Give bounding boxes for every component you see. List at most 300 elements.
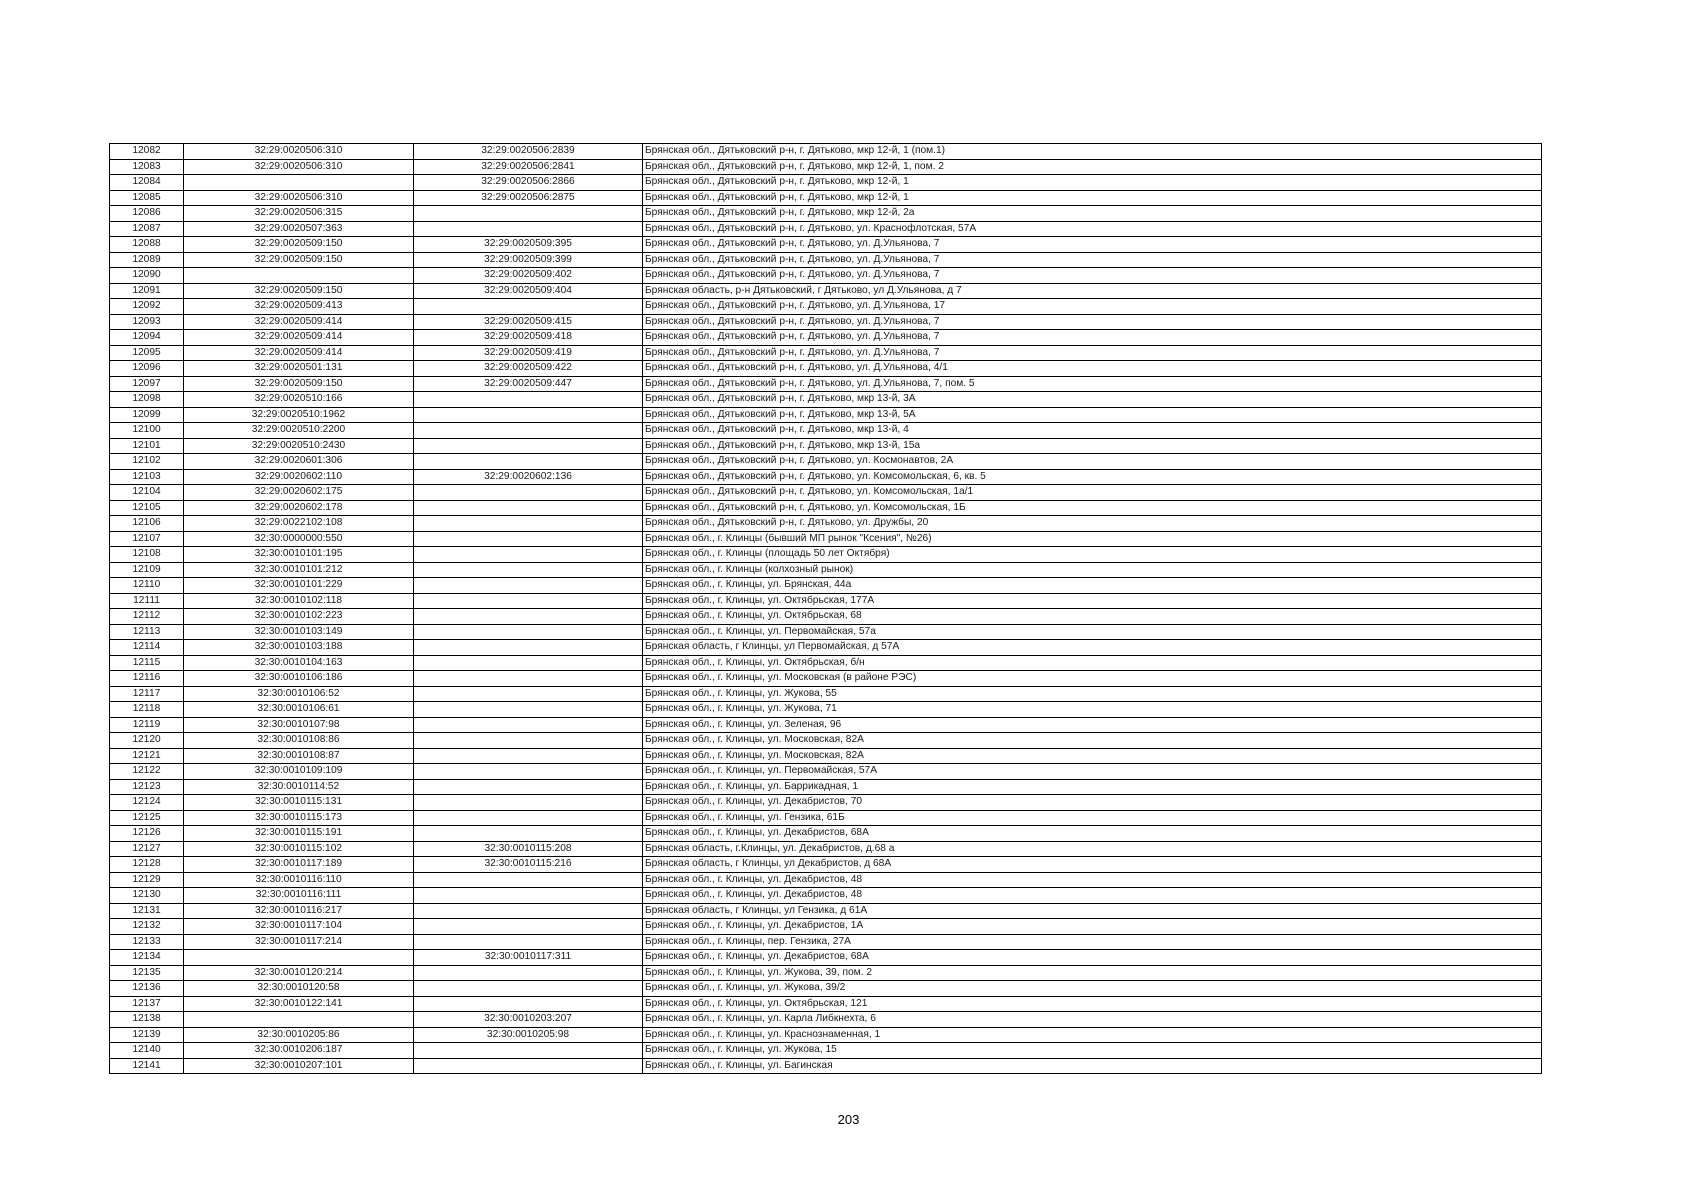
address-cell: Брянская обл., г. Клинцы, ул. Жукова, 39, пом. 2	[643, 965, 1542, 981]
table-row	[110, 190, 1542, 206]
object-cadastral-cell	[414, 1058, 643, 1074]
address-cell: Брянская обл., Дятьковский р-н, г. Дятьково, ул. Космонавтов, 2А	[643, 454, 1542, 470]
address-cell: Брянская обл., Дятьковский р-н, г. Дятьково, мкр 12-й, 2а	[643, 206, 1542, 222]
object-cadastral-cell: 32:30:0010117:311	[414, 950, 643, 966]
object-cadastral-cell	[414, 717, 643, 733]
object-cadastral-cell: 32:29:0020509:399	[414, 252, 643, 268]
address-cell: Брянская обл., Дятьковский р-н, г. Дятьково, мкр 13-й, 4	[643, 423, 1542, 439]
row-number-cell: 12131	[110, 903, 184, 919]
parcel-cadastral-cell: 32:30:0010116:110	[184, 872, 414, 888]
registry-table	[109, 143, 1542, 1074]
address-cell: Брянская обл., г. Клинцы, ул. Декабристов, 70	[643, 795, 1542, 811]
table-row	[110, 314, 1542, 330]
table-row	[110, 686, 1542, 702]
parcel-cadastral-cell: 32:30:0010122:141	[184, 996, 414, 1012]
row-number-cell: 12114	[110, 640, 184, 656]
address-cell: Брянская обл., г. Клинцы, ул. Жукова, 55	[643, 686, 1542, 702]
parcel-cadastral-cell: 32:29:0020510:166	[184, 392, 414, 408]
address-cell: Брянская обл., Дятьковский р-н, г. Дятьково, мкр 13-й, 5А	[643, 407, 1542, 423]
table-row	[110, 407, 1542, 423]
object-cadastral-cell	[414, 624, 643, 640]
row-number-cell: 12095	[110, 345, 184, 361]
address-cell: Брянская обл., г. Клинцы, ул. Первомайская, 57А	[643, 764, 1542, 780]
row-number-cell: 12111	[110, 593, 184, 609]
parcel-cadastral-cell: 32:29:0020509:413	[184, 299, 414, 315]
parcel-cadastral-cell: 32:30:0010106:61	[184, 702, 414, 718]
row-number-cell: 12098	[110, 392, 184, 408]
address-cell: Брянская обл., г. Клинцы, ул. Декабристов, 1А	[643, 919, 1542, 935]
parcel-cadastral-cell: 32:30:0010207:101	[184, 1058, 414, 1074]
object-cadastral-cell: 32:29:0020506:2866	[414, 175, 643, 191]
parcel-cadastral-cell: 32:30:0010106:52	[184, 686, 414, 702]
parcel-cadastral-cell: 32:29:0020506:310	[184, 190, 414, 206]
table-row	[110, 531, 1542, 547]
address-cell: Брянская область, г Клинцы, ул Первомайская, д 57А	[643, 640, 1542, 656]
address-cell: Брянская обл., Дятьковский р-н, г. Дятьково, мкр 13-й, 15а	[643, 438, 1542, 454]
row-number-cell: 12132	[110, 919, 184, 935]
table-row	[110, 609, 1542, 625]
table-row	[110, 392, 1542, 408]
row-number-cell: 12128	[110, 857, 184, 873]
row-number-cell: 12141	[110, 1058, 184, 1074]
object-cadastral-cell	[414, 547, 643, 563]
parcel-cadastral-cell: 32:29:0020509:414	[184, 330, 414, 346]
row-number-cell: 12096	[110, 361, 184, 377]
address-cell: Брянская обл., г. Клинцы (площадь 50 лет Октября)	[643, 547, 1542, 563]
object-cadastral-cell	[414, 485, 643, 501]
parcel-cadastral-cell: 32:30:0010117:104	[184, 919, 414, 935]
address-cell: Брянская обл., Дятьковский р-н, г. Дятьково, ул. Д.Ульянова, 7	[643, 237, 1542, 253]
row-number-cell: 12137	[110, 996, 184, 1012]
row-number-cell: 12140	[110, 1043, 184, 1059]
parcel-cadastral-cell: 32:30:0010107:98	[184, 717, 414, 733]
table-row	[110, 361, 1542, 377]
object-cadastral-cell	[414, 655, 643, 671]
address-cell: Брянская обл., г. Клинцы (колхозный рынок)	[643, 562, 1542, 578]
object-cadastral-cell: 32:29:0020509:447	[414, 376, 643, 392]
row-number-cell: 12105	[110, 500, 184, 516]
address-cell: Брянская обл., Дятьковский р-н, г. Дятьково, мкр 12-й, 1	[643, 190, 1542, 206]
address-cell: Брянская обл., Дятьковский р-н, г. Дятьково, мкр 12-й, 1 (пом.1)	[643, 144, 1542, 160]
parcel-cadastral-cell	[184, 268, 414, 284]
row-number-cell: 12125	[110, 810, 184, 826]
table-row	[110, 764, 1542, 780]
row-number-cell: 12109	[110, 562, 184, 578]
parcel-cadastral-cell: 32:29:0020506:310	[184, 159, 414, 175]
object-cadastral-cell: 32:29:0020506:2839	[414, 144, 643, 160]
row-number-cell: 12082	[110, 144, 184, 160]
row-number-cell: 12108	[110, 547, 184, 563]
parcel-cadastral-cell: 32:29:0022102:108	[184, 516, 414, 532]
table-row	[110, 903, 1542, 919]
row-number-cell: 12119	[110, 717, 184, 733]
object-cadastral-cell	[414, 1043, 643, 1059]
address-cell: Брянская обл., г. Клинцы, ул. Жукова, 71	[643, 702, 1542, 718]
address-cell: Брянская обл., г. Клинцы, ул. Октябрьская, 177А	[643, 593, 1542, 609]
object-cadastral-cell: 32:30:0010115:216	[414, 857, 643, 873]
address-cell: Брянская обл., г. Клинцы, ул. Октябрьская, б/н	[643, 655, 1542, 671]
object-cadastral-cell	[414, 779, 643, 795]
object-cadastral-cell	[414, 872, 643, 888]
address-cell: Брянская обл., г. Клинцы, ул. Брянская, 44а	[643, 578, 1542, 594]
row-number-cell: 12130	[110, 888, 184, 904]
table-row	[110, 500, 1542, 516]
table-row	[110, 438, 1542, 454]
parcel-cadastral-cell: 32:29:0020501:131	[184, 361, 414, 377]
row-number-cell: 12113	[110, 624, 184, 640]
table-row	[110, 872, 1542, 888]
row-number-cell: 12118	[110, 702, 184, 718]
row-number-cell: 12129	[110, 872, 184, 888]
address-cell: Брянская обл., Дятьковский р-н, г. Дятьково, ул. Д.Ульянова, 7	[643, 268, 1542, 284]
row-number-cell: 12133	[110, 934, 184, 950]
address-cell: Брянская обл., Дятьковский р-н, г. Дятьково, ул. Комсомольская, 1Б	[643, 500, 1542, 516]
address-cell: Брянская обл., г. Клинцы, ул. Зеленая, 96	[643, 717, 1542, 733]
object-cadastral-cell	[414, 934, 643, 950]
object-cadastral-cell	[414, 888, 643, 904]
page-number: 203	[837, 1112, 860, 1127]
parcel-cadastral-cell: 32:30:0010104:163	[184, 655, 414, 671]
table-row	[110, 206, 1542, 222]
object-cadastral-cell: 32:29:0020506:2841	[414, 159, 643, 175]
table-row	[110, 578, 1542, 594]
object-cadastral-cell: 32:29:0020509:422	[414, 361, 643, 377]
parcel-cadastral-cell	[184, 1012, 414, 1028]
parcel-cadastral-cell: 32:30:0010205:86	[184, 1027, 414, 1043]
parcel-cadastral-cell: 32:30:0010120:58	[184, 981, 414, 997]
table-row	[110, 934, 1542, 950]
object-cadastral-cell: 32:29:0020509:402	[414, 268, 643, 284]
object-cadastral-cell	[414, 640, 643, 656]
object-cadastral-cell	[414, 500, 643, 516]
object-cadastral-cell	[414, 686, 643, 702]
table-row	[110, 144, 1542, 160]
object-cadastral-cell	[414, 206, 643, 222]
object-cadastral-cell	[414, 996, 643, 1012]
parcel-cadastral-cell: 32:30:0010109:109	[184, 764, 414, 780]
object-cadastral-cell	[414, 981, 643, 997]
address-cell: Брянская обл., г. Клинцы, пер. Гензика, 27А	[643, 934, 1542, 950]
table-row	[110, 1058, 1542, 1074]
parcel-cadastral-cell: 32:30:0000000:550	[184, 531, 414, 547]
table-row	[110, 857, 1542, 873]
object-cadastral-cell	[414, 392, 643, 408]
object-cadastral-cell: 32:29:0020509:404	[414, 283, 643, 299]
row-number-cell: 12127	[110, 841, 184, 857]
table-row	[110, 593, 1542, 609]
parcel-cadastral-cell: 32:30:0010115:102	[184, 841, 414, 857]
table-row	[110, 562, 1542, 578]
row-number-cell: 12084	[110, 175, 184, 191]
parcel-cadastral-cell	[184, 175, 414, 191]
parcel-cadastral-cell: 32:29:0020509:414	[184, 314, 414, 330]
table-row	[110, 888, 1542, 904]
row-number-cell: 12100	[110, 423, 184, 439]
row-number-cell: 12085	[110, 190, 184, 206]
object-cadastral-cell	[414, 810, 643, 826]
row-number-cell: 12104	[110, 485, 184, 501]
object-cadastral-cell: 32:29:0020506:2875	[414, 190, 643, 206]
row-number-cell: 12134	[110, 950, 184, 966]
address-cell: Брянская область, г.Клинцы, ул. Декабристов, д.68 а	[643, 841, 1542, 857]
row-number-cell: 12090	[110, 268, 184, 284]
object-cadastral-cell	[414, 733, 643, 749]
row-number-cell: 12112	[110, 609, 184, 625]
row-number-cell: 12120	[110, 733, 184, 749]
table-row	[110, 454, 1542, 470]
object-cadastral-cell	[414, 671, 643, 687]
address-cell: Брянская обл., Дятьковский р-н, г. Дятьково, ул. Комсомольская, 6, кв. 5	[643, 469, 1542, 485]
object-cadastral-cell	[414, 516, 643, 532]
address-cell: Брянская обл., г. Клинцы, ул. Гензика, 61Б	[643, 810, 1542, 826]
row-number-cell: 12116	[110, 671, 184, 687]
address-cell: Брянская обл., г. Клинцы, ул. Октябрьская, 121	[643, 996, 1542, 1012]
table-row	[110, 671, 1542, 687]
row-number-cell: 12106	[110, 516, 184, 532]
parcel-cadastral-cell: 32:29:0020510:1962	[184, 407, 414, 423]
row-number-cell: 12101	[110, 438, 184, 454]
address-cell: Брянская обл., Дятьковский р-н, г. Дятьково, ул. Дружбы, 20	[643, 516, 1542, 532]
table-row	[110, 376, 1542, 392]
parcel-cadastral-cell: 32:29:0020510:2200	[184, 423, 414, 439]
object-cadastral-cell: 32:29:0020509:415	[414, 314, 643, 330]
address-cell: Брянская обл., Дятьковский р-н, г. Дятьково, мкр 13-й, 3А	[643, 392, 1542, 408]
row-number-cell: 12102	[110, 454, 184, 470]
object-cadastral-cell: 32:29:0020509:395	[414, 237, 643, 253]
object-cadastral-cell	[414, 299, 643, 315]
row-number-cell: 12138	[110, 1012, 184, 1028]
parcel-cadastral-cell: 32:30:0010108:87	[184, 748, 414, 764]
address-cell: Брянская обл., Дятьковский р-н, г. Дятьково, мкр 12-й, 1	[643, 175, 1542, 191]
object-cadastral-cell	[414, 221, 643, 237]
row-number-cell: 12124	[110, 795, 184, 811]
row-number-cell: 12123	[110, 779, 184, 795]
object-cadastral-cell	[414, 764, 643, 780]
row-number-cell: 12083	[110, 159, 184, 175]
address-cell: Брянская обл., Дятьковский р-н, г. Дятьково, ул. Комсомольская, 1а/1	[643, 485, 1542, 501]
object-cadastral-cell	[414, 438, 643, 454]
table-row	[110, 1012, 1542, 1028]
parcel-cadastral-cell: 32:30:0010206:187	[184, 1043, 414, 1059]
row-number-cell: 12136	[110, 981, 184, 997]
table-row	[110, 221, 1542, 237]
row-number-cell: 12110	[110, 578, 184, 594]
parcel-cadastral-cell: 32:30:0010101:229	[184, 578, 414, 594]
row-number-cell: 12088	[110, 237, 184, 253]
parcel-cadastral-cell: 32:30:0010108:86	[184, 733, 414, 749]
object-cadastral-cell: 32:30:0010203:207	[414, 1012, 643, 1028]
table-row	[110, 748, 1542, 764]
row-number-cell: 12135	[110, 965, 184, 981]
object-cadastral-cell	[414, 454, 643, 470]
parcel-cadastral-cell: 32:30:0010102:118	[184, 593, 414, 609]
table-row	[110, 655, 1542, 671]
address-cell: Брянская обл., г. Клинцы, ул. Багинская	[643, 1058, 1542, 1074]
parcel-cadastral-cell	[184, 950, 414, 966]
parcel-cadastral-cell: 32:29:0020602:110	[184, 469, 414, 485]
table-row	[110, 624, 1542, 640]
row-number-cell: 12086	[110, 206, 184, 222]
parcel-cadastral-cell: 32:30:0010116:217	[184, 903, 414, 919]
parcel-cadastral-cell: 32:29:0020507:363	[184, 221, 414, 237]
object-cadastral-cell	[414, 826, 643, 842]
row-number-cell: 12107	[110, 531, 184, 547]
address-cell: Брянская обл., Дятьковский р-н, г. Дятьково, ул. Д.Ульянова, 17	[643, 299, 1542, 315]
table-row	[110, 252, 1542, 268]
parcel-cadastral-cell: 32:29:0020602:178	[184, 500, 414, 516]
table-row	[110, 950, 1542, 966]
table-row	[110, 733, 1542, 749]
object-cadastral-cell	[414, 903, 643, 919]
address-cell: Брянская обл., г. Клинцы, ул. Первомайская, 57а	[643, 624, 1542, 640]
object-cadastral-cell	[414, 593, 643, 609]
table-row	[110, 919, 1542, 935]
parcel-cadastral-cell: 32:30:0010102:223	[184, 609, 414, 625]
table-row	[110, 795, 1542, 811]
object-cadastral-cell	[414, 562, 643, 578]
parcel-cadastral-cell: 32:29:0020509:150	[184, 252, 414, 268]
parcel-cadastral-cell: 32:30:0010101:212	[184, 562, 414, 578]
address-cell: Брянская обл., Дятьковский р-н, г. Дятьково, ул. Д.Ульянова, 7	[643, 314, 1542, 330]
parcel-cadastral-cell: 32:29:0020509:150	[184, 376, 414, 392]
registry-table-body	[110, 144, 1542, 1074]
parcel-cadastral-cell: 32:29:0020509:150	[184, 237, 414, 253]
table-row	[110, 283, 1542, 299]
row-number-cell: 12091	[110, 283, 184, 299]
address-cell: Брянская обл., г. Клинцы, ул. Краснознаменная, 1	[643, 1027, 1542, 1043]
address-cell: Брянская обл., Дятьковский р-н, г. Дятьково, ул. Д.Ульянова, 7	[643, 330, 1542, 346]
row-number-cell: 12121	[110, 748, 184, 764]
object-cadastral-cell	[414, 702, 643, 718]
table-row	[110, 268, 1542, 284]
row-number-cell: 12092	[110, 299, 184, 315]
table-row	[110, 1043, 1542, 1059]
object-cadastral-cell	[414, 407, 643, 423]
address-cell: Брянская обл., г. Клинцы, ул. Декабристов, 68А	[643, 950, 1542, 966]
address-cell: Брянская область, г Клинцы, ул Гензика, д 61А	[643, 903, 1542, 919]
table-row	[110, 516, 1542, 532]
address-cell: Брянская обл., г. Клинцы, ул. Карла Либкнехта, 6	[643, 1012, 1542, 1028]
object-cadastral-cell	[414, 423, 643, 439]
address-cell: Брянская обл., г. Клинцы, ул. Декабристов, 48	[643, 872, 1542, 888]
object-cadastral-cell	[414, 609, 643, 625]
table-row	[110, 423, 1542, 439]
table-row	[110, 702, 1542, 718]
table-row	[110, 779, 1542, 795]
object-cadastral-cell	[414, 531, 643, 547]
row-number-cell: 12097	[110, 376, 184, 392]
parcel-cadastral-cell: 32:30:0010103:149	[184, 624, 414, 640]
row-number-cell: 12094	[110, 330, 184, 346]
object-cadastral-cell: 32:29:0020602:136	[414, 469, 643, 485]
address-cell: Брянская область, р-н Дятьковский, г Дятьково, ул Д.Ульянова, д 7	[643, 283, 1542, 299]
address-cell: Брянская обл., Дятьковский р-н, г. Дятьково, мкр 12-й, 1, пом. 2	[643, 159, 1542, 175]
table-row	[110, 981, 1542, 997]
parcel-cadastral-cell: 32:29:0020601:306	[184, 454, 414, 470]
table-row	[110, 717, 1542, 733]
table-row	[110, 826, 1542, 842]
parcel-cadastral-cell: 32:30:0010114:52	[184, 779, 414, 795]
address-cell: Брянская обл., Дятьковский р-н, г. Дятьково, ул. Д.Ульянова, 7	[643, 345, 1542, 361]
parcel-cadastral-cell: 32:29:0020506:315	[184, 206, 414, 222]
parcel-cadastral-cell: 32:29:0020602:175	[184, 485, 414, 501]
table-row	[110, 237, 1542, 253]
row-number-cell: 12089	[110, 252, 184, 268]
parcel-cadastral-cell: 32:30:0010116:111	[184, 888, 414, 904]
row-number-cell: 12139	[110, 1027, 184, 1043]
object-cadastral-cell	[414, 748, 643, 764]
table-row	[110, 1027, 1542, 1043]
parcel-cadastral-cell: 32:30:0010120:214	[184, 965, 414, 981]
parcel-cadastral-cell: 32:30:0010117:189	[184, 857, 414, 873]
parcel-cadastral-cell: 32:30:0010106:186	[184, 671, 414, 687]
row-number-cell: 12099	[110, 407, 184, 423]
table-row	[110, 485, 1542, 501]
parcel-cadastral-cell: 32:30:0010103:188	[184, 640, 414, 656]
parcel-cadastral-cell: 32:30:0010115:131	[184, 795, 414, 811]
address-cell: Брянская обл., г. Клинцы, ул. Декабристов, 48	[643, 888, 1542, 904]
address-cell: Брянская обл., г. Клинцы, ул. Баррикадная, 1	[643, 779, 1542, 795]
table-row	[110, 159, 1542, 175]
table-row	[110, 345, 1542, 361]
parcel-cadastral-cell: 32:29:0020509:414	[184, 345, 414, 361]
table-row	[110, 640, 1542, 656]
address-cell: Брянская обл., Дятьковский р-н, г. Дятьково, ул. Краснофлотская, 57А	[643, 221, 1542, 237]
address-cell: Брянская обл., г. Клинцы, ул. Декабристов, 68А	[643, 826, 1542, 842]
row-number-cell: 12117	[110, 686, 184, 702]
object-cadastral-cell: 32:30:0010205:98	[414, 1027, 643, 1043]
object-cadastral-cell	[414, 795, 643, 811]
address-cell: Брянская обл., г. Клинцы (бывший МП рынок "Ксения", №26)	[643, 531, 1542, 547]
row-number-cell: 12126	[110, 826, 184, 842]
address-cell: Брянская обл., г. Клинцы, ул. Московская (в районе РЭС)	[643, 671, 1542, 687]
address-cell: Брянская обл., г. Клинцы, ул. Московская, 82А	[643, 733, 1542, 749]
parcel-cadastral-cell: 32:30:0010101:195	[184, 547, 414, 563]
table-row	[110, 810, 1542, 826]
parcel-cadastral-cell: 32:30:0010115:191	[184, 826, 414, 842]
table-row	[110, 330, 1542, 346]
row-number-cell: 12103	[110, 469, 184, 485]
table-row	[110, 175, 1542, 191]
row-number-cell: 12115	[110, 655, 184, 671]
address-cell: Брянская обл., г. Клинцы, ул. Октябрьская, 68	[643, 609, 1542, 625]
object-cadastral-cell: 32:29:0020509:418	[414, 330, 643, 346]
table-row	[110, 547, 1542, 563]
address-cell: Брянская обл., г. Клинцы, ул. Жукова, 39/2	[643, 981, 1542, 997]
row-number-cell: 12087	[110, 221, 184, 237]
table-row	[110, 469, 1542, 485]
table-row	[110, 841, 1542, 857]
object-cadastral-cell	[414, 965, 643, 981]
parcel-cadastral-cell: 32:29:0020506:310	[184, 144, 414, 160]
parcel-cadastral-cell: 32:30:0010115:173	[184, 810, 414, 826]
row-number-cell: 12122	[110, 764, 184, 780]
row-number-cell: 12093	[110, 314, 184, 330]
address-cell: Брянская область, г Клинцы, ул Декабристов, д 68А	[643, 857, 1542, 873]
address-cell: Брянская обл., г. Клинцы, ул. Московская, 82А	[643, 748, 1542, 764]
table-row	[110, 965, 1542, 981]
parcel-cadastral-cell: 32:29:0020510:2430	[184, 438, 414, 454]
address-cell: Брянская обл., Дятьковский р-н, г. Дятьково, ул. Д.Ульянова, 7	[643, 252, 1542, 268]
address-cell: Брянская обл., г. Клинцы, ул. Жукова, 15	[643, 1043, 1542, 1059]
address-cell: Брянская обл., Дятьковский р-н, г. Дятьково, ул. Д.Ульянова, 7, пом. 5	[643, 376, 1542, 392]
object-cadastral-cell	[414, 578, 643, 594]
parcel-cadastral-cell: 32:29:0020509:150	[184, 283, 414, 299]
object-cadastral-cell	[414, 919, 643, 935]
parcel-cadastral-cell: 32:30:0010117:214	[184, 934, 414, 950]
object-cadastral-cell: 32:30:0010115:208	[414, 841, 643, 857]
object-cadastral-cell: 32:29:0020509:419	[414, 345, 643, 361]
